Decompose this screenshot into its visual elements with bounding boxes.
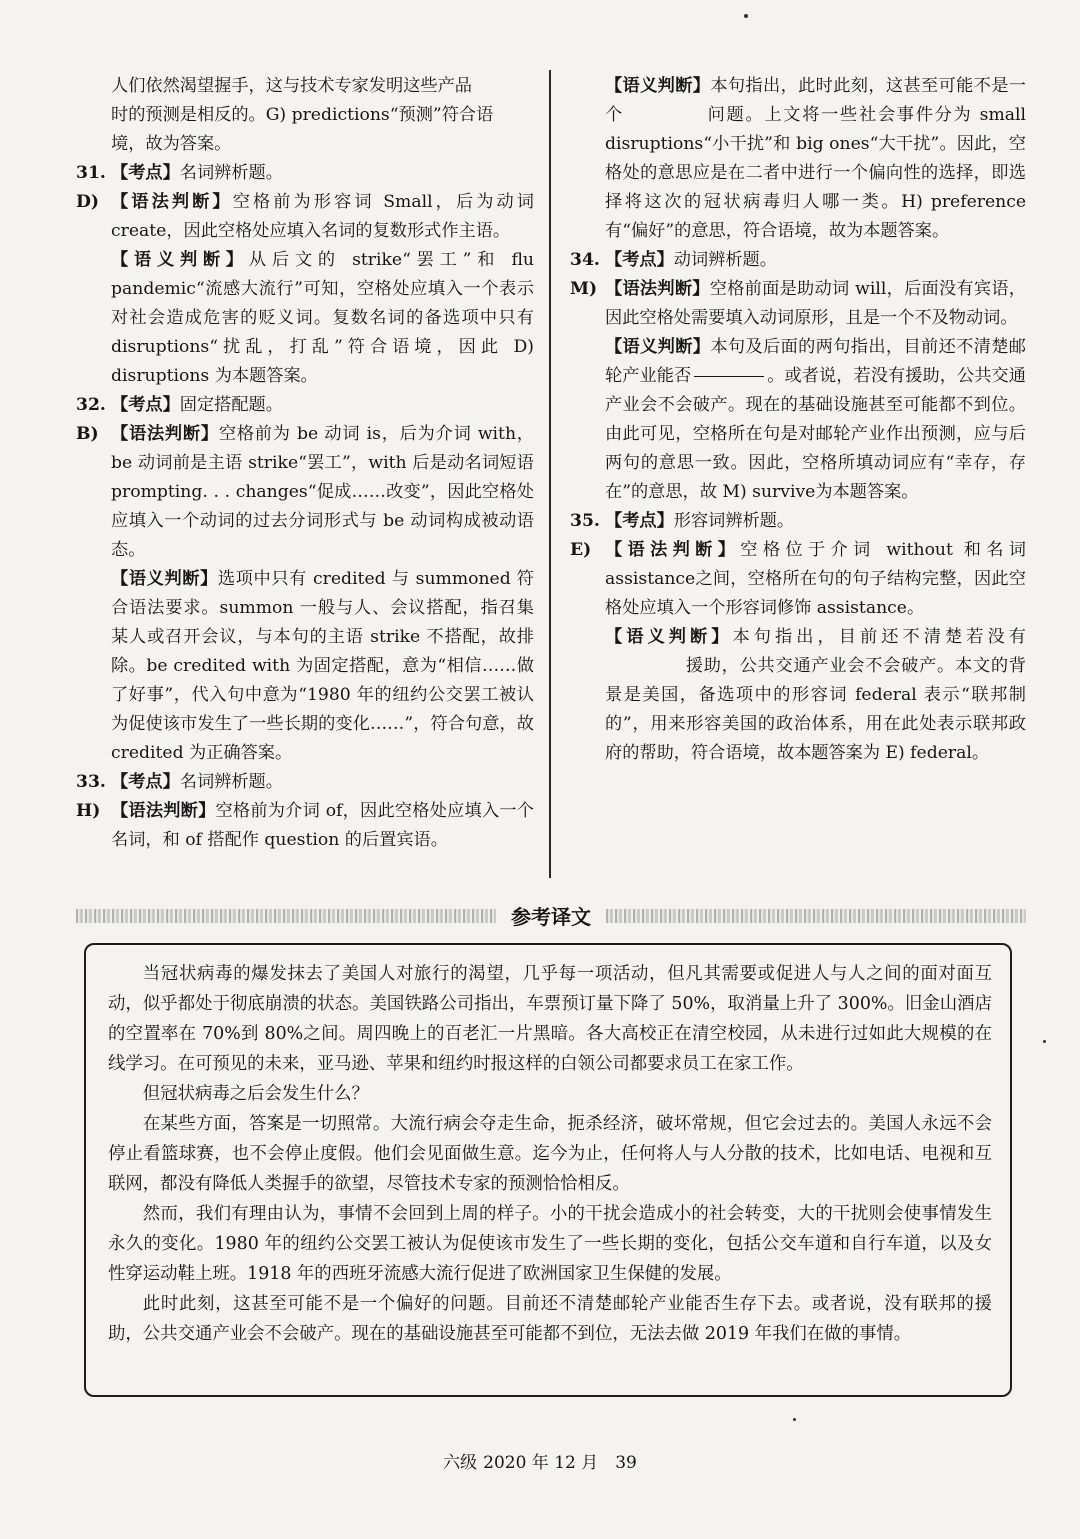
q31-answer: D) [76, 192, 100, 212]
page-footer [0, 1448, 1080, 1473]
q35-grammar-row [570, 536, 1026, 623]
page-number: 39 [615, 1453, 637, 1473]
translation-paragraph-4: 然而，我们有理由认为，事情不会回到上周的样子。小的干扰会造成小的社会转变，大的干扰则会使事情发生永久的变化。1980 年的纽约公交罢工被认为促使该市发生了一些长期的变化，包括公交车道和自行车道，以及女性穿运动鞋上班。1918 年的西班牙流感大流行促进了欧洲国家卫生保健的发展。 [108, 1204, 992, 1284]
q31-semantic-tag: 【语义判断】 [111, 250, 249, 270]
q35-number: 35. [570, 511, 600, 531]
q32-grammar-tag: 【语法判断】 [111, 424, 219, 444]
q32-point-tag: 【考点】 [111, 395, 180, 415]
q32-semantic-tag: 【语义判断】 [111, 569, 218, 589]
q31-semantic: 从后文的 strike“罢工”和 flu pandemic“流感大流行”可知，空格处应填入一个表示对社会造成危害的贬义词。复数名词的备选项中只有 disruptions“扰乱，打乱”符合语境，因此 D) disruptions 为本题答案。 [111, 250, 534, 386]
column-divider [549, 70, 551, 878]
intro-line-1: 人们依然渴望握手，这与技术专家发明这些产品 [111, 76, 472, 96]
right-column [570, 72, 1026, 768]
q35-point-tag: 【考点】 [605, 511, 674, 531]
q35-grammar: 空格位于介词 without 和名词 assistance之间，空格所在句的句子结构完整，因此空格处应填入一个形容词修饰 assistance。 [605, 540, 1026, 618]
intro-paragraph [76, 72, 534, 159]
q35-answer: E) [570, 540, 592, 560]
q31-grammar: 空格前为形容词 Small，后为动词 create，因此空格处应填入名词的复数形式作主语。 [111, 192, 534, 241]
footer-level: 六级 [443, 1453, 478, 1473]
q33-point-row [76, 768, 534, 797]
q31-point: 名词辨析题。 [179, 163, 283, 183]
q35-point-row [570, 507, 1026, 536]
q33-grammar-tag: 【语法判断】 [111, 801, 216, 821]
q34-grammar-row [570, 275, 1026, 333]
translation-box [84, 943, 1012, 1397]
translation-paragraph-1: 当冠状病毒的爆发抹去了美国人对旅行的渴望，几乎每一项活动，但凡其需要或促进人与人之间的面对面互动，似乎都处于彻底崩溃的状态。美国铁路公司指出，车票预订量下降了 50%，取消量上升了 300%。旧金山酒店的空置率在 70%到 80%之间。周四晚上的百老汇一片黑暗。各大高校正在清空校园，从未进行过如此大规模的在线学习。在可预见的未来，亚马逊、苹果和纽约时报这样的白领公司都要求员工在家工作。 [108, 964, 992, 1074]
q32-answer: B) [76, 424, 99, 444]
q34-semantic-b: 。或者说，若没有援助，公共交通产业会不会破产。现在的基础设施甚至可能都不到位。由此可见，空格所在句是对邮轮产业作出预测，应与后两句的意思一致。因此，空格所填动词应有“幸存，存在”的意思，故 M) survive为本题答案。 [605, 366, 1026, 502]
header-pattern-left [76, 909, 496, 923]
q34-point-row [570, 246, 1026, 275]
q33-number: 33. [76, 772, 106, 792]
q33-semantic-b: 问题。上文将一些社会事件分为 small disruptions“小干扰”和 big ones“大干扰”。因此，空格处的意思应是在二者中进行一个偏向性的选择，即选择将这次的冠状病毒归人哪一类。H) preference 有“偏好”的意思，符合语境，故为本题答案。 [605, 105, 1026, 241]
q33-grammar-row [76, 797, 534, 855]
intro-line-2: 时的预测是相反的。G) predictions“预测”符合语 [111, 105, 494, 125]
q32-point-row [76, 391, 534, 420]
q34-blank-line [694, 376, 764, 377]
q35-grammar-tag: 【语法判断】 [605, 540, 741, 560]
scan-speck [744, 14, 748, 18]
q32-grammar: 空格前为 be 动词 is，后为介词 with，be 动词前是主语 strike“罢工”，with 后是动名词短语 prompting. . . changes“促成……改变”，因此空格处应填入一个动词的过去分词形式与 be 动词构成被动语态。 [111, 424, 534, 560]
translation-title: 参考译文 [503, 902, 599, 932]
q32-semantic: 选项中只有 credited 与 summoned 符合语法要求。summon 一般与人、会议搭配，指召集某人或召开会议，与本句的主语 strike 不搭配，故排除。be credited with 为固定搭配，意为“相信……做了好事”，代入句中意为“1980 年的纽约公交罢工被认为促使该市发生了一些长期的变化……”，符合句意，故 credited 为正确答案。 [111, 569, 534, 763]
q33-semantic-a: 本句指出，此时此刻，这甚至可能不是一个 [605, 76, 1026, 125]
q33-point-tag: 【考点】 [111, 772, 180, 792]
q35-semantic-b: 援助，公共交通产业会不会破产。本文的背景是美国，备选项中的形容词 federal 表示“联邦制的”，用来形容美国的政治体系，用在此处表示联邦政府的帮助，符合语境，故本题答案为 E) federal。 [605, 656, 1026, 763]
q31-point-row [76, 159, 534, 188]
q35-semantic-tag: 【语义判断】 [605, 627, 733, 647]
q31-semantic-row [76, 246, 534, 391]
q33-semantic-tag: 【语义判断】 [605, 76, 711, 96]
q34-answer: M) [570, 279, 598, 299]
q34-point-tag: 【考点】 [605, 250, 674, 270]
q34-semantic-tag: 【语义判断】 [605, 337, 711, 357]
q33-grammar: 空格前为介词 of，因此空格处应填入一个名词，和 of 搭配作 question 的后置宾语。 [111, 801, 534, 850]
q34-grammar: 空格前面是助动词 will，后面没有宾语，因此空格处需要填入动词原形，且是一个不及物动词。 [605, 279, 1026, 328]
intro-line-3: 境，故为答案。 [111, 134, 232, 154]
q33-semantic-row [570, 72, 1026, 246]
q31-grammar-row [76, 188, 534, 246]
translation-paragraph-3: 在某些方面，答案是一切照常。大流行病会夺走生命，扼杀经济，破坏常规，但它会过去的。美国人永远不会停止看篮球赛，也不会停止度假。他们会见面做生意。迄今为止，任何将人与人分散的技术，比如电话、电视和互联网，都没有降低人类握手的欲望，尽管技术专家的预测恰恰相反。 [108, 1114, 992, 1194]
q33-point: 名词辨析题。 [179, 772, 283, 792]
q34-semantic-row [570, 333, 1026, 507]
left-column [76, 72, 534, 855]
q31-number: 31. [76, 163, 106, 183]
scan-speck [793, 1418, 796, 1421]
translation-section-header [76, 902, 1026, 932]
translation-paragraph-2: 但冠状病毒之后会发生什么？ [142, 1084, 369, 1104]
q32-semantic-row [76, 565, 534, 768]
q34-point: 动词辨析题。 [673, 250, 777, 270]
q35-semantic-a: 本句指出，目前还不清楚若没有 [732, 627, 1026, 647]
q35-semantic-row [570, 623, 1026, 768]
scan-speck [1043, 1040, 1046, 1043]
q31-grammar-tag: 【语法判断】 [111, 192, 233, 212]
q34-semantic-a: 本句及后面的两句指出，目前还不清楚邮轮产业能否 [605, 337, 1026, 386]
q32-grammar-row [76, 420, 534, 565]
q34-grammar-tag: 【语法判断】 [605, 279, 710, 299]
q34-number: 34. [570, 250, 600, 270]
q35-point: 形容词辨析题。 [673, 511, 795, 531]
header-pattern-right [606, 909, 1026, 923]
q33-answer: H) [76, 801, 101, 821]
footer-date: 2020 年 12 月 [483, 1453, 599, 1473]
q32-point: 固定搭配题。 [179, 395, 283, 415]
q32-number: 32. [76, 395, 106, 415]
q31-point-tag: 【考点】 [111, 163, 180, 183]
translation-paragraph-5: 此时此刻，这甚至可能不是一个偏好的问题。目前还不清楚邮轮产业能否生存下去。或者说，没有联邦的援助，公共交通产业会不会破产。现在的基础设施甚至可能都不到位，无法去做 2019 年我们在做的事情。 [108, 1294, 992, 1344]
